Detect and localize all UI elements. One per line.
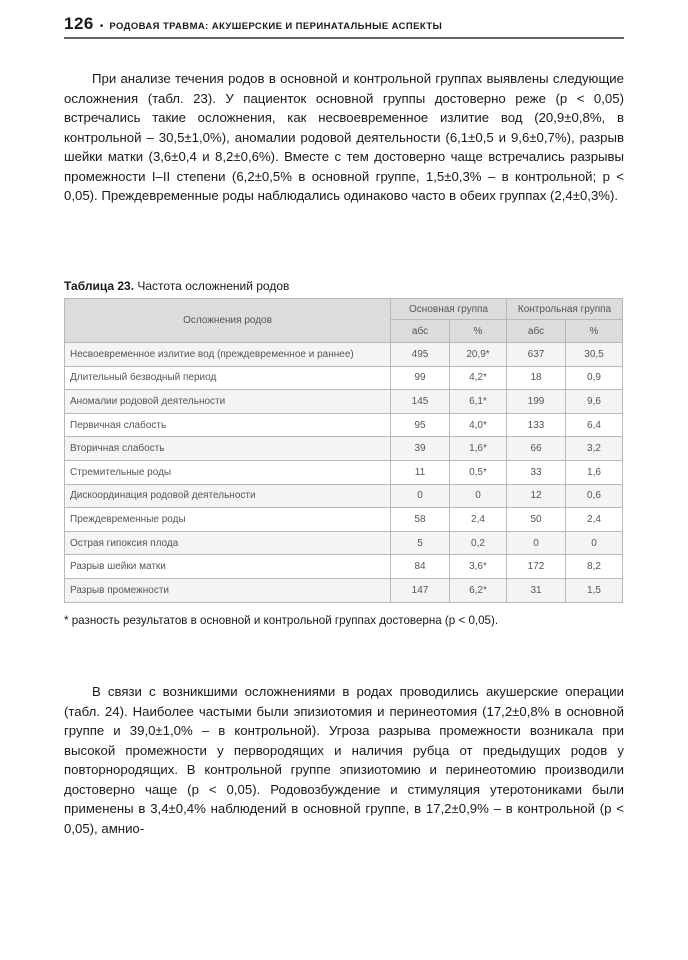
cell-main-abs: 495 <box>391 343 450 367</box>
cell-main-pct: 6,2* <box>450 578 507 602</box>
cell-main-abs: 84 <box>391 555 450 579</box>
sub-header-main-abs: абс <box>391 320 450 343</box>
cell-control-pct: 8,2 <box>566 555 623 579</box>
cell-main-pct: 4,0* <box>450 413 507 437</box>
complications-table <box>64 298 623 603</box>
cell-main-pct: 0,2 <box>450 531 507 555</box>
cell-main-abs: 58 <box>391 508 450 532</box>
cell-main-pct: 2,4 <box>450 508 507 532</box>
cell-main-abs: 147 <box>391 578 450 602</box>
cell-control-pct: 6,4 <box>566 413 623 437</box>
table-row <box>65 366 623 390</box>
cell-control-pct: 1,5 <box>566 578 623 602</box>
col-header-complications: Осложнения родов <box>65 299 391 343</box>
table-body <box>65 343 623 603</box>
cell-complication: Дискоординация родовой деятельности <box>65 484 391 508</box>
cell-main-pct: 20,9* <box>450 343 507 367</box>
cell-complication: Несвоевременное излитие вод (преждевременное и раннее) <box>65 343 391 367</box>
table-row <box>65 390 623 414</box>
col-header-control-group: Контрольная группа <box>507 299 623 320</box>
cell-main-pct: 3,6* <box>450 555 507 579</box>
cell-complication: Острая гипоксия плода <box>65 531 391 555</box>
table-row <box>65 484 623 508</box>
cell-control-abs: 133 <box>507 413 566 437</box>
table-caption-text: Частота осложнений родов <box>137 279 290 293</box>
cell-complication: Первичная слабость <box>65 413 391 437</box>
table-row <box>65 508 623 532</box>
cell-control-pct: 2,4 <box>566 508 623 532</box>
cell-complication: Вторичная слабость <box>65 437 391 461</box>
cell-main-abs: 5 <box>391 531 450 555</box>
cell-main-abs: 0 <box>391 484 450 508</box>
cell-main-abs: 99 <box>391 366 450 390</box>
table-row <box>65 413 623 437</box>
cell-control-pct: 0 <box>566 531 623 555</box>
sub-header-control-abs: абс <box>507 320 566 343</box>
cell-control-abs: 637 <box>507 343 566 367</box>
cell-control-pct: 3,2 <box>566 437 623 461</box>
cell-complication: Длительный безводный период <box>65 366 391 390</box>
cell-control-abs: 31 <box>507 578 566 602</box>
cell-control-abs: 12 <box>507 484 566 508</box>
table-caption <box>64 279 624 293</box>
page-number: 126 <box>64 14 94 33</box>
cell-control-abs: 199 <box>507 390 566 414</box>
cell-main-abs: 95 <box>391 413 450 437</box>
cell-control-abs: 172 <box>507 555 566 579</box>
cell-control-pct: 9,6 <box>566 390 623 414</box>
table-row <box>65 531 623 555</box>
table-footnote: * разность результатов в основной и контрольной группах достоверна (p < 0,05). <box>64 614 499 627</box>
header-bullet: • <box>99 21 104 32</box>
table-row <box>65 578 623 602</box>
cell-main-abs: 145 <box>391 390 450 414</box>
cell-complication: Разрыв шейки матки <box>65 555 391 579</box>
running-header <box>64 14 624 39</box>
cell-complication: Аномалии родовой деятельности <box>65 390 391 414</box>
cell-complication: Разрыв промежности <box>65 578 391 602</box>
cell-control-pct: 1,6 <box>566 460 623 484</box>
table-caption-label: Таблица 23. <box>64 279 135 293</box>
cell-control-abs: 50 <box>507 508 566 532</box>
table-row <box>65 555 623 579</box>
cell-main-abs: 11 <box>391 460 450 484</box>
running-title: РОДОВАЯ ТРАВМА: АКУШЕРСКИЕ И ПЕРИНАТАЛЬНЫЕ АСПЕКТЫ <box>109 21 443 32</box>
cell-complication: Стремительные роды <box>65 460 391 484</box>
cell-main-pct: 1,6* <box>450 437 507 461</box>
cell-control-pct: 0,6 <box>566 484 623 508</box>
paragraph-2: В связи с возникшими осложнениями в родах проводились акушерские операции (табл. 24). Наиболее частыми были эпизиотомия и перинеотомия (17,2±0,8% в основной группе и 39,0±1,0% – в контрольной). Угроза разрыва промежности возникала при высокой промежности у первородящих и наличия рубца от предыдущих родов у повторнородящих. В контрольной группе эпизиотомию и перинеотомию производили достоверно чаще (p < 0,05). Родовозбуждение и стимуляция утеротониками были применены в 3,4±0,4% наблюдений в основной группе, в 17,2±0,9% – в контрольной (p < 0,05), амнио- <box>64 684 624 836</box>
cell-control-abs: 18 <box>507 366 566 390</box>
sub-header-control-pct: % <box>566 320 623 343</box>
table-row <box>65 343 623 367</box>
sub-header-main-pct: % <box>450 320 507 343</box>
cell-main-pct: 4,2* <box>450 366 507 390</box>
col-header-main-group: Основная группа <box>391 299 507 320</box>
cell-control-abs: 33 <box>507 460 566 484</box>
cell-main-abs: 39 <box>391 437 450 461</box>
cell-control-pct: 0,9 <box>566 366 623 390</box>
cell-complication: Преждевременные роды <box>65 508 391 532</box>
cell-main-pct: 6,1* <box>450 390 507 414</box>
table-row <box>65 460 623 484</box>
cell-control-abs: 0 <box>507 531 566 555</box>
cell-main-pct: 0,5* <box>450 460 507 484</box>
cell-main-pct: 0 <box>450 484 507 508</box>
cell-control-abs: 66 <box>507 437 566 461</box>
table-row <box>65 437 623 461</box>
paragraph-1: При анализе течения родов в основной и контрольной группах выявлены следующие осложнения (табл. 23). У пациенток основной группы достоверно реже (p < 0,05) встречались такие осложнения, как несвоевременное излитие вод (20,9±0,8%, в контрольной – 30,5±1,0%), аномалии родовой деятельности (6,1±0,5 и 9,6±0,7%), разрыв шейки матки (3,6±0,4 и 8,2±0,6%). Вместе с тем достоверно чаще встречались разрывы промежности I–II степени (6,2±0,5% в основной группе, 1,5±0,3% – в контрольной; p < 0,05). Преждевременные роды наблюдались одинаково часто в обеих группах (2,4±0,3%). <box>64 71 624 203</box>
cell-control-pct: 30,5 <box>566 343 623 367</box>
